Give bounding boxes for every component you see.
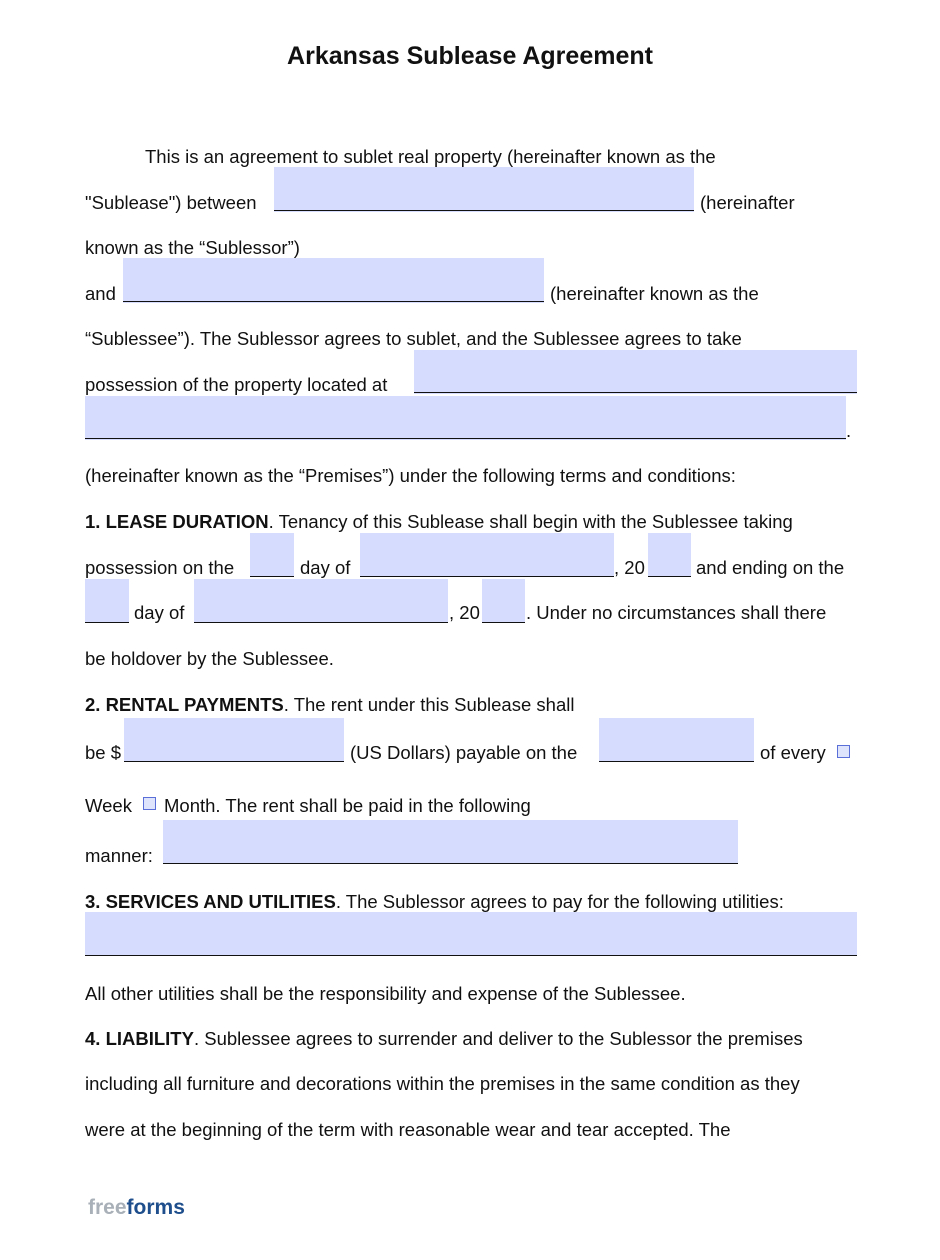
section-1-line-2-label: possession on the <box>85 557 235 578</box>
start-year-underline <box>648 576 691 577</box>
intro-line-5: “Sublessee”). The Sublessor agrees to sublet, and the Sublessee agrees to take <box>85 328 742 349</box>
section-2-line-2-suffix: of every <box>760 742 826 763</box>
section-3-line-3: All other utilities shall be the responsibility and expense of the Sublessee. <box>85 983 686 1004</box>
payment-day-field[interactable] <box>599 718 754 762</box>
section-1-line-4: be holdover by the Sublessee. <box>85 648 334 669</box>
end-year-underline <box>482 622 525 623</box>
intro-line-2-label: "Sublease") between <box>85 192 257 213</box>
property-address-field-1[interactable] <box>414 350 857 394</box>
intro-line-8: (hereinafter known as the “Premises”) under the following terms and conditions: <box>85 465 736 486</box>
property-address-underline-1 <box>414 392 857 393</box>
section-4-text: . Sublessee agrees to surrender and deliver to the Sublessor the premises <box>193 1028 803 1049</box>
section-1-line-3-dayof: day of <box>134 602 185 623</box>
section-2-line-1 <box>85 694 574 716</box>
section-4-line-3: were at the beginning of the term with reasonable wear and tear accepted. The <box>85 1119 731 1140</box>
address-period: . <box>846 420 852 441</box>
end-day-underline <box>85 622 129 623</box>
section-4-heading: 4. LIABILITY <box>85 1028 194 1049</box>
section-1-line-3-year-prefix: , 20 <box>449 602 480 623</box>
section-2-line-2-middle: (US Dollars) payable on the <box>350 742 578 763</box>
section-1-line-2-suffix: and ending on the <box>696 557 845 578</box>
section-2-week-label: Week <box>85 795 132 816</box>
intro-line-2-suffix: (hereinafter <box>700 192 795 213</box>
section-2-heading: 2. RENTAL PAYMENTS <box>85 694 284 715</box>
section-2-line-4-label: manner: <box>85 845 153 866</box>
payment-manner-underline <box>163 863 738 864</box>
property-address-underline-2 <box>85 438 846 439</box>
end-month-field[interactable] <box>194 579 448 623</box>
end-month-underline <box>194 622 448 623</box>
start-day-underline <box>250 576 294 577</box>
intro-line-6-label: possession of the property located at <box>85 374 388 395</box>
rent-amount-underline <box>124 761 344 762</box>
brand-free: free <box>88 1196 127 1219</box>
intro-line-3: known as the “Sublessor”) <box>85 237 300 258</box>
sublessee-name-underline <box>123 301 544 302</box>
section-2-line-2-label: be $ <box>85 742 122 763</box>
end-year-field[interactable] <box>482 579 525 623</box>
month-checkbox[interactable] <box>143 797 156 810</box>
page-title: Arkansas Sublease Agreement <box>287 42 653 70</box>
section-4-line-1 <box>85 1028 803 1050</box>
section-1-line-2-year-prefix: , 20 <box>614 557 645 578</box>
freeforms-logo <box>88 1196 185 1220</box>
intro-line-1: This is an agreement to sublet real property (hereinafter known as the <box>145 146 716 167</box>
section-1-text: . Tenancy of this Sublease shall begin with the Sublessee taking <box>268 511 793 532</box>
section-2-line-3: Month. The rent shall be paid in the following <box>164 795 531 816</box>
payment-manner-field[interactable] <box>163 820 738 864</box>
brand-forms: forms <box>126 1196 185 1219</box>
section-3-heading: 3. SERVICES AND UTILITIES <box>85 891 336 912</box>
sublessor-name-field[interactable] <box>274 167 694 212</box>
payment-day-underline <box>599 761 754 762</box>
start-month-underline <box>360 576 614 577</box>
start-month-field[interactable] <box>360 533 614 577</box>
sublessor-name-underline <box>274 210 694 211</box>
section-3-line-1 <box>85 891 784 913</box>
week-checkbox[interactable] <box>837 745 850 758</box>
end-day-field[interactable] <box>85 579 129 623</box>
utilities-underline <box>85 955 857 956</box>
start-day-field[interactable] <box>250 533 294 577</box>
start-year-field[interactable] <box>648 533 691 577</box>
intro-line-4-label: and <box>85 283 116 304</box>
section-3-text: . The Sublessor agrees to pay for the following utilities: <box>335 891 784 912</box>
section-1-line-1 <box>85 511 793 533</box>
section-1-line-3-suffix: . Under no circumstances shall there <box>526 602 827 623</box>
property-address-field-2[interactable] <box>85 396 846 440</box>
section-1-heading: 1. LEASE DURATION <box>85 511 269 532</box>
section-2-text: . The rent under this Sublease shall <box>283 694 575 715</box>
rent-amount-field[interactable] <box>124 718 344 762</box>
intro-line-4-suffix: (hereinafter known as the <box>550 283 759 304</box>
utilities-field[interactable] <box>85 912 857 956</box>
sublessee-name-field[interactable] <box>123 258 544 303</box>
section-1-line-2-dayof: day of <box>300 557 351 578</box>
section-4-line-2: including all furniture and decorations within the premises in the same condition as they <box>85 1073 800 1094</box>
